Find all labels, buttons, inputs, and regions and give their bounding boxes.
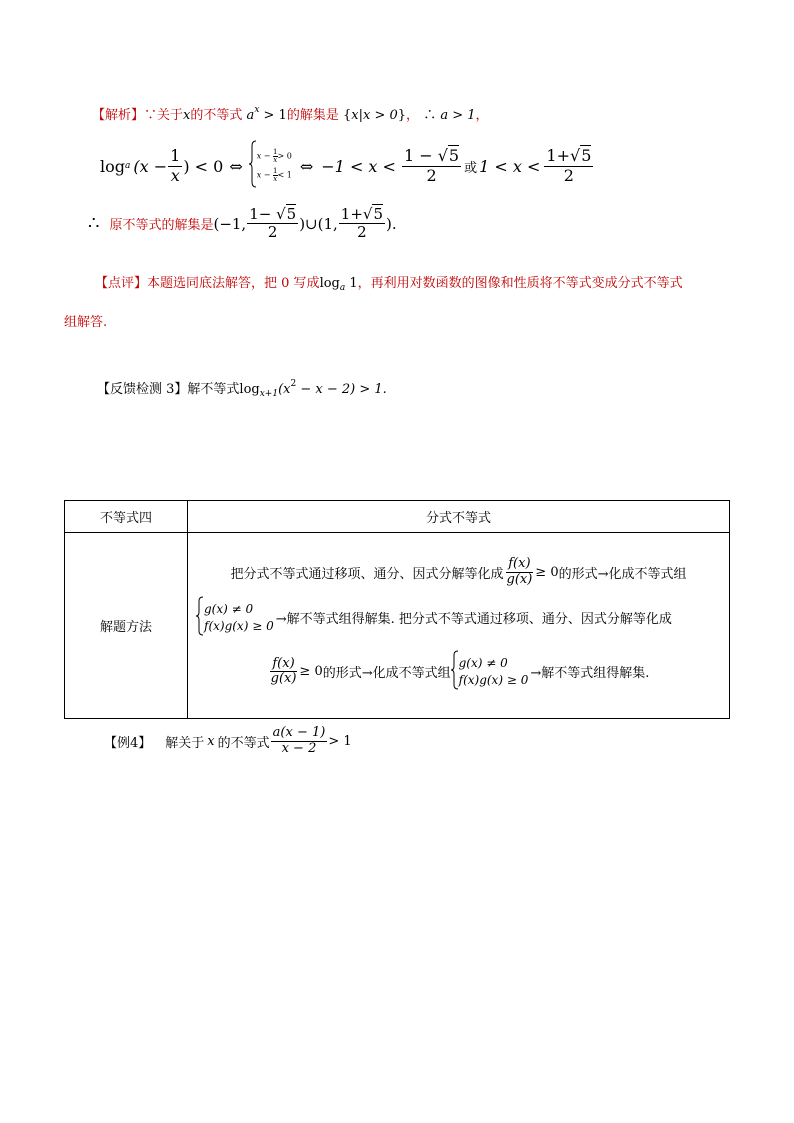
denominator: g(x)	[270, 671, 297, 687]
fraction	[247, 206, 298, 242]
interval-close: ).	[386, 214, 397, 233]
solution-line	[88, 206, 397, 242]
exponent: 2	[290, 379, 297, 389]
fraction	[168, 147, 182, 185]
ineq-exponent: x	[254, 105, 260, 115]
num-pre: 1+	[340, 205, 363, 223]
numerator: 1− √5	[249, 205, 297, 223]
iff-symbol: ⇔	[299, 156, 314, 176]
table-header-left: 不等式四	[65, 501, 188, 533]
feedback-text: 解不等式	[187, 382, 240, 397]
log-symbol: log	[239, 382, 260, 397]
radicand: 5	[581, 146, 592, 166]
fraction	[269, 657, 299, 688]
inequality-part: −1 < x <	[321, 156, 396, 176]
cond-var: x −	[256, 151, 274, 161]
fraction	[339, 206, 385, 242]
left-brace-icon	[196, 596, 204, 640]
fraction	[271, 726, 328, 757]
fraction	[402, 147, 461, 185]
system-condition-1: g(x) ≠ 0	[458, 655, 508, 670]
analysis-line	[92, 104, 489, 123]
feedback-label: 【反馈检测 3】	[97, 382, 188, 397]
feedback-line	[97, 378, 387, 399]
solution-set: {x|x > 0}	[342, 108, 407, 123]
denominator: g(x)	[506, 572, 533, 587]
numerator: 1+√5	[546, 146, 592, 166]
ineq-rhs: > 1	[263, 108, 287, 123]
numerator: f(x)	[272, 655, 295, 671]
system-condition-2: f(x)g(x) ≥ 0	[458, 672, 529, 687]
numerator: f(x)	[508, 556, 531, 572]
conclusion: a > 1	[440, 108, 476, 123]
cond-rhs: < 1	[277, 170, 292, 180]
inequality-part: 1 < x <	[479, 156, 541, 176]
cond-var: x −	[256, 170, 274, 180]
method-line-2	[196, 596, 721, 640]
analysis-label: 【解析】	[92, 108, 145, 123]
var-x: x	[183, 108, 191, 123]
system-condition-1	[257, 149, 292, 164]
log-arg-close: ) < 0	[183, 156, 224, 176]
example-text: 的不等式	[217, 735, 270, 751]
log-symbol: log	[100, 156, 125, 176]
method-text: →解不等式组得解集. 把分式不等式通过移项、通分、因式分解等化成	[275, 612, 672, 628]
log-base: x+1	[259, 389, 279, 399]
iff-symbol: ⇔	[229, 156, 243, 176]
cond-rhs: > 0	[277, 151, 292, 161]
denominator: x	[170, 165, 180, 185]
fraction	[505, 557, 535, 588]
left-brace-icon	[249, 140, 257, 192]
denominator: x − 2	[281, 740, 317, 756]
method-text: 的形式→化成不等式组	[558, 567, 687, 582]
comment-line-1	[95, 272, 683, 293]
denominator: 2	[426, 165, 437, 185]
log-base: a	[339, 283, 346, 293]
inequality-rhs: > 1	[328, 733, 352, 749]
analysis-text: 的解集是	[286, 108, 339, 123]
log-arg-open: (x −	[133, 156, 168, 176]
system-condition-2: f(x)g(x) ≥ 0	[204, 618, 274, 633]
num-pre: 1 −	[403, 146, 438, 166]
denominator: 2	[357, 223, 367, 242]
analysis-text: 关于	[157, 108, 184, 123]
numerator: 1	[170, 146, 181, 166]
denominator: 2	[563, 165, 574, 185]
num-pre: 1−	[249, 205, 277, 223]
log-equivalence-line	[100, 140, 594, 192]
comma: ，	[406, 108, 420, 123]
method-text: →解不等式组得解集.	[530, 666, 650, 682]
method-line-1	[196, 557, 721, 588]
method-description	[188, 533, 730, 719]
denominator: x	[273, 175, 278, 183]
ge-zero: ≥ 0	[535, 565, 559, 580]
tiny-system	[257, 149, 292, 183]
method-text: 的形式→化成不等式组	[322, 666, 451, 682]
table-row	[65, 533, 730, 719]
inequality-system	[459, 655, 529, 690]
set-var: x	[351, 108, 359, 123]
therefore-symbol: ∴	[88, 213, 100, 235]
comment-text: 本题选同底法解答，把 0 写成	[147, 276, 320, 291]
numerator: 1+√5	[340, 205, 384, 223]
radicand: 5	[448, 146, 460, 166]
set-cond: x > 0	[363, 108, 398, 123]
solution-text: 原不等式的解集是	[109, 218, 214, 234]
ineq-base: a	[246, 108, 255, 123]
interval-open: (−1,	[213, 214, 247, 233]
ge-zero: ≥ 0	[299, 664, 323, 680]
denominator: 2	[267, 223, 278, 242]
numerator: 1 − √5	[403, 146, 460, 166]
comma: ，	[475, 108, 489, 123]
union-symbol: )∪(1,	[299, 214, 338, 233]
left-brace-icon	[451, 650, 459, 694]
radicand: 5	[286, 205, 297, 223]
fraction	[544, 147, 593, 185]
method-text: 把分式不等式通过移项、通分、因式分解等化成	[230, 567, 504, 582]
numerator: 1	[273, 167, 278, 175]
table-row-label: 解题方法	[65, 533, 188, 719]
method-line-3	[196, 650, 721, 694]
log-arg: (x	[278, 382, 291, 397]
system-condition-2	[257, 168, 292, 183]
system-condition-1: g(x) ≠ 0	[204, 601, 254, 616]
example-text: 解关于	[165, 735, 205, 751]
because-symbol: ∵	[144, 108, 158, 123]
log-symbol: log	[319, 276, 340, 291]
log-arg-rest: − x − 2) > 1.	[296, 382, 387, 397]
log-arg: 1	[349, 276, 358, 291]
therefore-symbol: ∴	[423, 108, 437, 123]
or-text: 或	[464, 160, 478, 176]
comment-text: ，再利用对数函数的图像和性质将不等式变成分式不等式	[357, 276, 683, 291]
numerator: a(x − 1)	[272, 725, 326, 740]
comment-text: 组解答.	[64, 315, 108, 330]
var-x: x	[207, 733, 215, 749]
radicand: 5	[373, 205, 384, 223]
example-line	[104, 726, 352, 757]
num-pre: 1+	[546, 146, 570, 166]
numerator: 1	[273, 148, 278, 156]
table-header-right: 分式不等式	[188, 501, 730, 533]
comment-label: 【点评】	[95, 276, 148, 291]
comment-line-2	[64, 311, 107, 330]
analysis-text: 的不等式	[190, 108, 243, 123]
method-table	[64, 500, 730, 719]
denominator: x	[273, 156, 278, 164]
inequality-system	[204, 601, 274, 636]
log-base: a	[125, 161, 131, 171]
example-label: 【例4】	[104, 735, 152, 751]
table-header-row	[65, 501, 730, 533]
